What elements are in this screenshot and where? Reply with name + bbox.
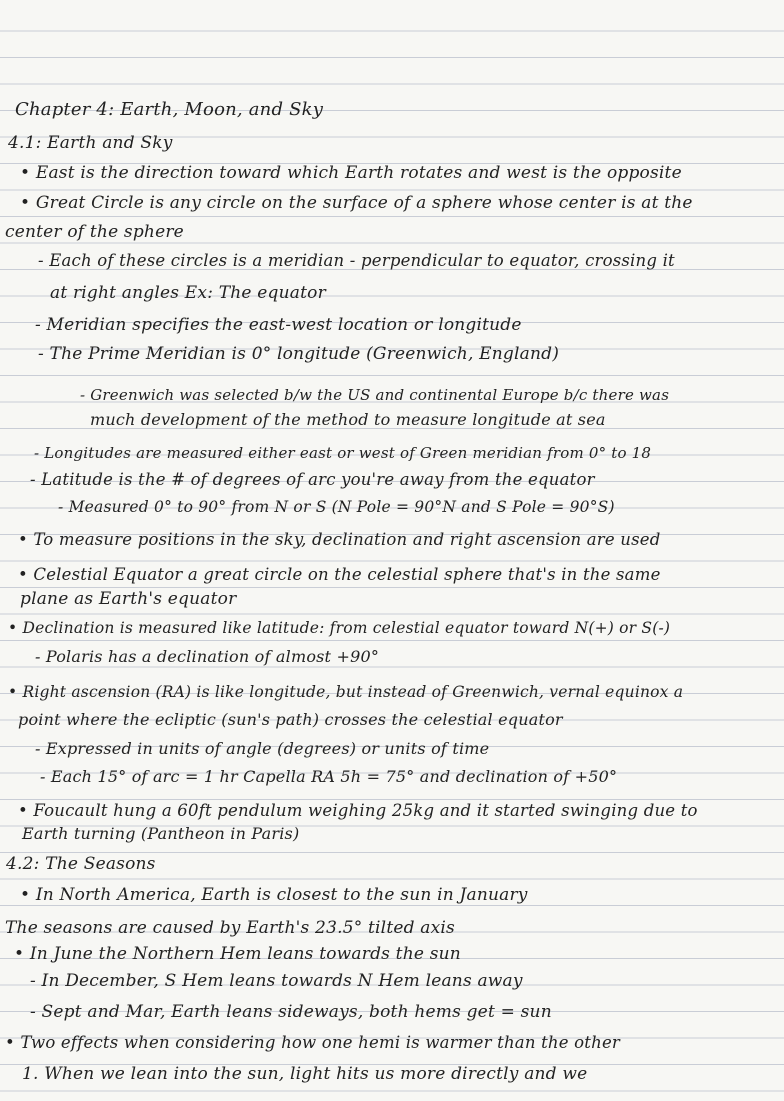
note-line: - Sept and Mar, Earth leans sideways, both hems get = sun — [30, 1002, 552, 1022]
section-heading-4-2: 4.2: The Seasons — [6, 854, 156, 874]
note-line: - Greenwich was selected b/w the US and continental Europe b/c there was — [80, 386, 670, 404]
note-line: - In December, S Hem leans towards N Hem leans away — [30, 971, 523, 991]
note-line: Earth turning (Pantheon in Paris) — [22, 824, 300, 843]
note-line: 1. When we lean into the sun, light hits us more directly and we — [22, 1064, 588, 1084]
note-line: • Declination is measured like latitude: from celestial equator toward N(+) or S(-) — [8, 619, 671, 637]
note-line: point where the ecliptic (sun's path) crosses the celestial equator — [18, 710, 563, 729]
note-line: - The Prime Meridian is 0° longitude (Greenwich, England) — [38, 344, 560, 364]
note-line: • Great Circle is any circle on the surface of a sphere whose center is at the — [20, 193, 693, 213]
note-line: • Celestial Equator a great circle on the celestial sphere that's in the same — [18, 565, 661, 584]
note-line: much development of the method to measure longitude at sea — [90, 410, 606, 429]
note-line: • To measure positions in the sky, declination and right ascension are used — [18, 530, 661, 549]
note-line: - Meridian specifies the east-west location or longitude — [35, 315, 522, 335]
note-line: - Each of these circles is a meridian - perpendicular to equator, crossing it — [38, 251, 675, 270]
note-line: - Latitude is the # of degrees of arc you're away from the equator — [30, 470, 595, 489]
section-heading-4-1: 4.1: Earth and Sky — [8, 133, 173, 153]
note-line: • In North America, Earth is closest to the sun in January — [20, 885, 528, 905]
note-line: - Longitudes are measured either east or west of Green meridian from 0° to 18 — [34, 444, 652, 462]
note-line: - Each 15° of arc = 1 hr Capella RA 5h = 75° and declination of +50° — [40, 767, 618, 786]
note-line: The seasons are caused by Earth's 23.5° tilted axis — [5, 918, 455, 938]
note-line: • In June the Northern Hem leans towards the sun — [14, 944, 461, 964]
note-line: plane as Earth's equator — [20, 589, 237, 609]
note-line: - Expressed in units of angle (degrees) or units of time — [35, 739, 490, 758]
note-line: at right angles Ex: The equator — [50, 283, 326, 303]
note-line: center of the sphere — [5, 222, 184, 242]
note-line: • Foucault hung a 60ft pendulum weighing 25kg and it started swinging due to — [18, 801, 698, 820]
note-line: - Polaris has a declination of almost +90° — [35, 647, 380, 666]
note-line: - Measured 0° to 90° from N or S (N Pole = 90°N and S Pole = 90°S) — [58, 498, 615, 516]
chapter-title: Chapter 4: Earth, Moon, and Sky — [15, 99, 324, 120]
note-line: • East is the direction toward which Earth rotates and west is the opposite — [20, 163, 682, 183]
note-line: • Two effects when considering how one hemi is warmer than the other — [5, 1033, 620, 1052]
note-line: • Right ascension (RA) is like longitude, but instead of Greenwich, vernal equinox a — [8, 683, 684, 701]
